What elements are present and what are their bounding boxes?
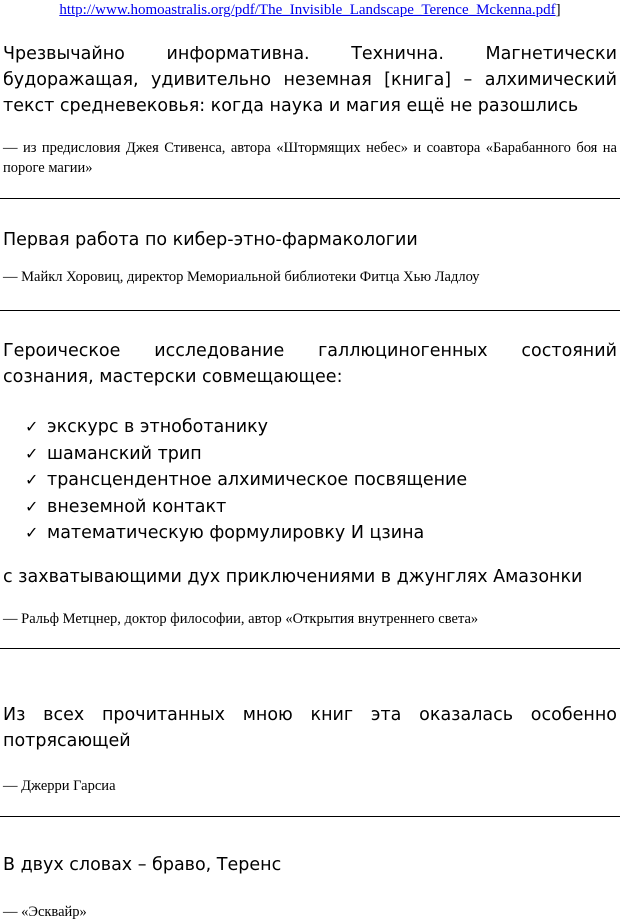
checkmark-icon: ✓ <box>25 443 39 463</box>
list-item-text: шаманский трип <box>47 443 202 464</box>
review-3-conclusion: с захватывающими дух приключениями в джунглях Амазонки <box>3 567 583 587</box>
section-divider-4 <box>0 816 620 817</box>
review-3-checklist <box>25 414 467 547</box>
section-divider-1 <box>0 198 620 199</box>
list-item-text: внеземной контакт <box>47 496 227 517</box>
list-item <box>25 414 467 441</box>
checkmark-icon: ✓ <box>25 470 39 489</box>
review-2-attribution: — Майкл Хоровиц, директор Мемориальной библиотеки Фитца Хью Ладлоу <box>3 269 480 285</box>
review-1-attribution: — из предисловия Джея Стивенса, автора «Штормящих небес» и соавтора «Барабанного боя на пороге магии» <box>3 140 617 176</box>
list-item <box>25 494 467 521</box>
list-item <box>25 441 467 468</box>
review-3-quote: Героическое исследование галлюциногенных состояний сознания, мастерски совмещающее: <box>3 341 617 387</box>
source-url-link[interactable]: http://www.homoastralis.org/pdf/The_Invisible_Landscape_Terence_Mckenna.pdf <box>59 2 556 18</box>
list-item-text: экскурс в этноботанику <box>47 417 268 437</box>
list-item-text: трансцендентное алхимическое посвящение <box>47 470 468 490</box>
checkmark-icon: ✓ <box>25 523 39 542</box>
checkmark-icon: ✓ <box>25 496 39 516</box>
checkmark-icon: ✓ <box>25 417 39 436</box>
list-item-text: математическую формулировку И цзина <box>47 523 425 543</box>
review-4-quote: Из всех прочитанных мною книг эта оказалась особенно потрясающей <box>3 705 617 751</box>
header-url-line <box>0 1 620 19</box>
review-1-quote: Чрезвычайно информативна. Технична. Магнетически будоражащая, удивительно неземная [книга] – алхимический текст средневековья: когда наука и магия ещё не разошлись <box>3 44 617 116</box>
review-5-attribution: — «Эсквайр» <box>3 904 87 920</box>
review-3-attribution: — Ральф Метцнер, доктор философии, автор «Открытия внутреннего света» <box>3 611 479 627</box>
review-4-attribution: — Джерри Гарсиа <box>3 778 116 794</box>
header-bracket: ] <box>555 2 561 18</box>
section-divider-3 <box>0 648 620 649</box>
list-item <box>25 467 467 494</box>
list-item <box>25 520 467 547</box>
section-divider-2 <box>0 310 620 311</box>
review-5-quote: В двух словах – браво, Теренс <box>3 855 282 875</box>
review-2-quote: Первая работа по кибер-этно-фармакологии <box>3 230 418 250</box>
